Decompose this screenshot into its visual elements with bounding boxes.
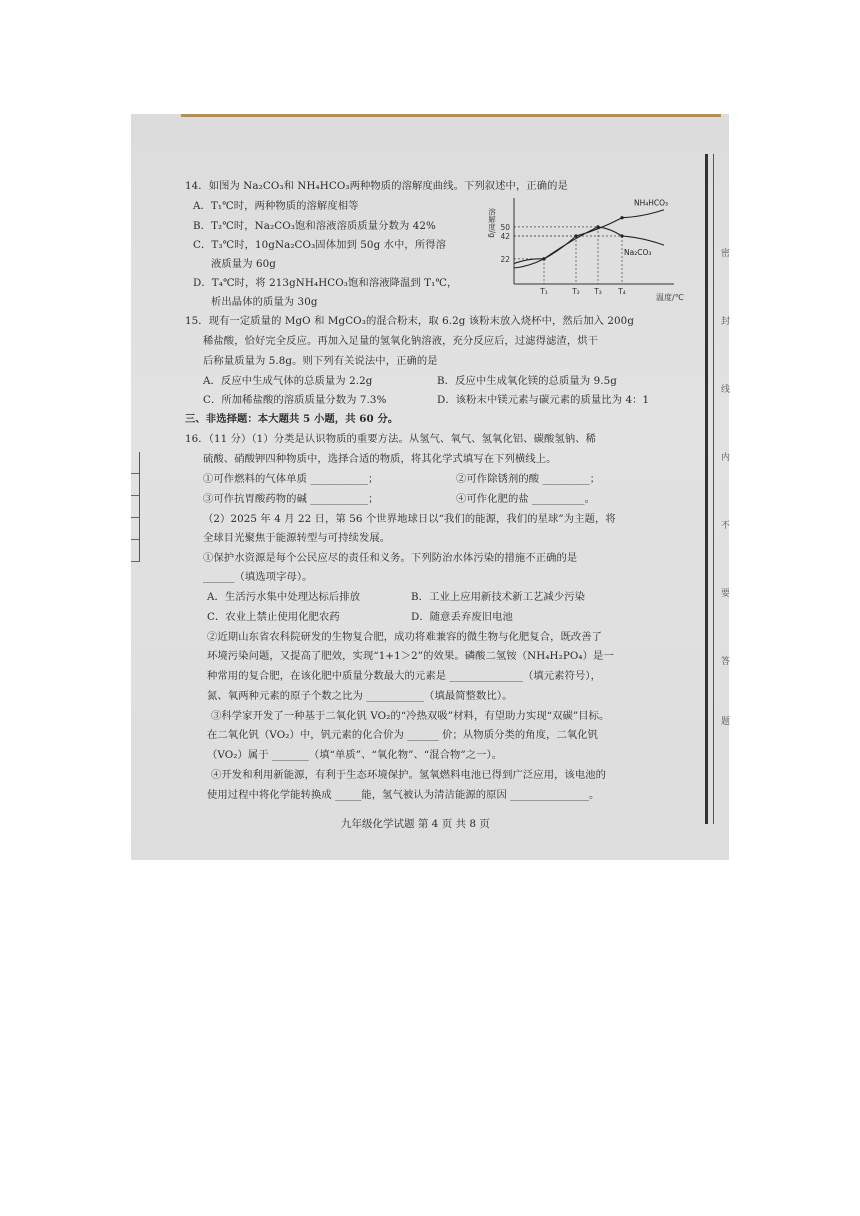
page-top-edge [181,114,721,117]
q15-option-c: C．所加稀盐酸的溶质质量分数为 7.3% [203,394,387,406]
q16-fertilizer-line4: 氮、氧两种元素的原子个数之比为 ___________（填最简整数比）。 [207,690,513,702]
x-axis-label: 温度/℃ [656,293,684,302]
q14-option-c: C．T₃℃时，10gNa₂CO₃固体加到 50g 水中，所得溶 [193,239,447,251]
section-three-heading: 三、非选择题：本大题共 5 小题，共 60 分。 [185,413,399,425]
binding-line-thin [713,154,714,824]
q15-option-b: B．反应中生成氧化镁的总质量为 9.5g [437,375,617,387]
y-tick-label: 22 [500,254,510,264]
data-point [620,234,623,237]
q16-water-option-d: D．随意丢弃废旧电池 [411,611,513,623]
y-axis-label: 溶解度/g [487,208,497,238]
q16-energy-line2: 使用过程中将化学能转换成 _____能，氢气被认为清洁能源的原因 _______________。 [207,789,600,801]
margin-char: 不 [721,521,731,531]
series-label: NH₄HCO₃ [634,198,669,208]
q16-part2-line1: （2）2025 年 4 月 22 日，第 56 个世界地球日以“我们的能源，我们的星球”为主题，将 [203,513,616,525]
q16-part2-line2: 全球目光聚焦于能源转型与可持续发展。 [203,532,391,544]
data-point [542,257,545,260]
q15-line1: 15．现有一定质量的 MgO 和 MgCO₃的混合粉末，取 6.2g 该粉末放入烧杯中，然后加入 200g [185,315,635,327]
q16-energy-line1: ④开发和利用新能源，有利于生态环境保护。氢氧燃料电池已得到广泛应用，该电池的 [211,769,607,781]
binding-line-thick [705,154,708,824]
q14-option-d-cont: 析出晶体的质量为 30g [211,296,318,308]
margin-char: 答 [721,657,731,667]
q16-blank-1: ①可作燃料的气体单质 ___________； [203,473,379,485]
q15-line3: 后称量质量为 5.8g。则下列有关说法中，正确的是 [203,355,438,367]
q16-water-option-c: C．农业上禁止使用化肥农药 [207,611,340,623]
q14-option-b: B．T₂℃时，Na₂CO₃饱和溶液溶质质量分数为 42% [193,220,436,232]
left-edge-grid [131,452,140,562]
x-tick-label: T₁ [540,287,548,296]
margin-char: 密 [721,249,731,259]
q16-fertilizer-line2: 环境污染问题，又提高了肥效，实现“1+1＞2”的效果。磷酸二氢铵（NH₄H₂PO₄）是一 [207,650,614,662]
y-tick-label: 42 [500,232,510,241]
q16-blank-3: ③可作抗胃酸药物的碱 ___________； [203,493,379,505]
q14-option-c-cont: 液质量为 60g [211,258,276,270]
margin-char: 内 [721,453,731,463]
x-tick-label: T₂ [572,287,580,296]
q16-line1: 16．（11 分）（1）分类是认识物质的重要方法。从氢气、氧气、氢氧化铝、碳酸氢钠、稀 [185,433,597,445]
margin-char: 要 [721,589,731,599]
q15-option-a: A．反应中生成气体的总质量为 2.2g [203,375,373,387]
scanned-exam-page [131,114,729,860]
q16-fertilizer-line3: 种常用的复合肥，在该化肥中质量分数最大的元素是 ______________（填元素符号）， [207,670,602,682]
q15-option-d: D．该粉末中镁元素与碳元素的质量比为 4：1 [437,394,650,406]
q16-line2: 硫酸、硝酸钾四种物质中，选择合适的物质，将其化学式填写在下列横线上。 [203,453,557,465]
q16-water-option-b: B．工业上应用新技术新工艺减少污染 [411,591,586,603]
q16-water-option-a: A．生活污水集中处理达标后排放 [207,591,361,603]
q15-line2: 稀盐酸，恰好完全反应。再加入足量的氢氧化钠溶液，充分反应后，过滤得滤渣，烘干 [203,335,599,347]
y-tick-label: 50 [500,222,510,232]
q16-blank-4: ④可作化肥的盐 __________。 [456,493,596,505]
page-footer: 九年级化学试题 第 4 页 共 8 页 [341,818,490,830]
q16-blank-2: ②可作除锈剂的酸 _________； [456,473,601,485]
x-tick-label: T₄ [618,287,626,296]
data-point [596,225,599,228]
q14-option-d: D．T₄℃时，将 213gNH₄HCO₃饱和溶液降温到 T₁℃， [193,277,458,289]
margin-char: 封 [721,317,731,327]
x-tick-label: T₃ [594,287,602,296]
q16-vanadium-line1: ③科学家开发了一种基于二氧化钒 VO₂的“冷热双吸”材料，有望助力实现“双碳”目标。 [211,710,610,722]
series-label: Na₂CO₃ [624,248,652,258]
data-point [620,216,623,219]
q16-water-line1: ①保护水资源是每个公民应尽的责任和义务。下列防治水体污染的措施不正确的是 [203,552,578,564]
q14-option-a: A．T₁℃时，两种物质的溶解度相等 [193,200,359,212]
q16-water-line2: ______（填选项字母）。 [203,571,313,583]
solubility-chart [488,196,688,308]
q14-stem: 14．如图为 Na₂CO₃和 NH₄HCO₃两种物质的溶解度曲线。下列叙述中，正确的是 [185,180,568,192]
margin-char: 线 [721,385,731,395]
q16-vanadium-line2: 在二氧化钒（VO₂）中，钒元素的化合价为 ______ 价；从物质分类的角度，二氧化钒 [207,729,599,741]
q16-fertilizer-line1: ②近期山东省农科院研发的生物复合肥，成功将难兼容的微生物与化肥复合，既改善了 [207,631,603,643]
q16-vanadium-line3: （VO₂）属于 _______（填“单质”、“氧化物”、“混合物”之一）。 [207,749,503,761]
data-point [574,234,577,237]
margin-char: 题 [721,717,731,727]
